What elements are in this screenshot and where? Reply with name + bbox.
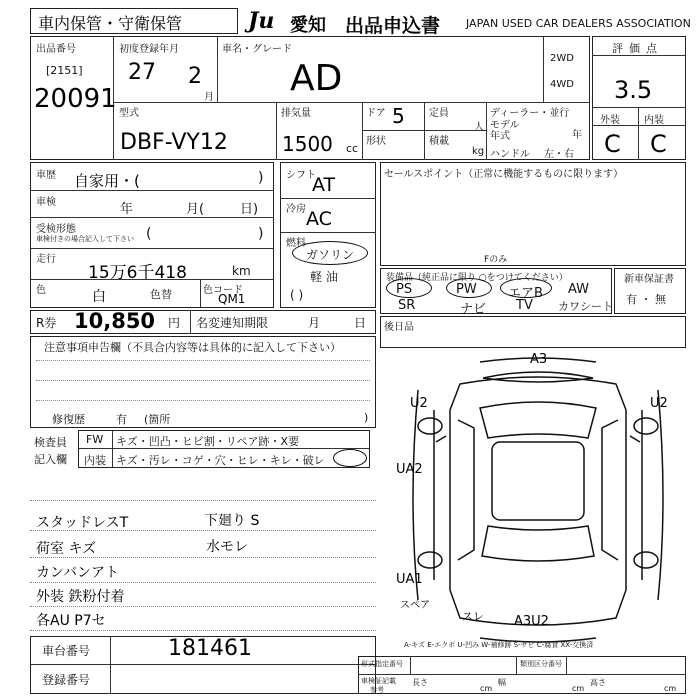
doc-label: 車検証記載 bbox=[361, 677, 396, 685]
month-unit: 月 bbox=[204, 92, 214, 103]
inspector-label-2: 記入欄 bbox=[34, 453, 67, 466]
width-cm: cm bbox=[572, 684, 585, 693]
warranty-opts: 有 ・ 無 bbox=[626, 293, 666, 306]
displacement-value: 1500 bbox=[282, 132, 333, 156]
displacement-unit: cc bbox=[346, 142, 359, 155]
org-name: 愛知 bbox=[290, 15, 326, 36]
shift-label: シフト bbox=[286, 170, 316, 181]
repair-value: 有 bbox=[116, 413, 127, 426]
equip-airbag: エアB bbox=[508, 286, 543, 301]
registration-year: 27 bbox=[128, 60, 156, 85]
note-line-3: カンバンアト bbox=[36, 565, 120, 581]
interior-label: 内装 bbox=[644, 115, 664, 126]
load-unit: kg bbox=[472, 146, 485, 157]
repair-close: ) bbox=[364, 411, 369, 424]
fw-label: FW bbox=[86, 433, 104, 446]
mark-spare: スペア bbox=[400, 600, 430, 611]
model-value: AD bbox=[290, 58, 343, 99]
doors-value: 5 bbox=[392, 104, 405, 128]
note-line-5: 各AU P7セ bbox=[36, 613, 106, 629]
recall-month: 月 bbox=[308, 316, 321, 330]
ps-circle bbox=[386, 278, 432, 298]
association-name: JAPAN USED CAR DEALERS ASSOCIATION bbox=[466, 17, 691, 30]
repair-label: 修復歴 bbox=[52, 413, 85, 426]
lot-number: 20091 bbox=[34, 84, 117, 114]
reg-no-label: 登録番号 bbox=[42, 673, 91, 687]
capacity-label: 定員 bbox=[429, 108, 449, 119]
model-year-label: モデル年式 bbox=[490, 120, 520, 142]
mark-sure: スレ bbox=[462, 610, 484, 623]
color-code: QM1 bbox=[218, 292, 246, 306]
drive-2wd: 2WD bbox=[550, 53, 574, 64]
recycle-fee-label: R券 bbox=[36, 316, 57, 330]
color-change-label: 色替 bbox=[150, 288, 172, 301]
recall-label: 名変連知期限 bbox=[196, 316, 269, 330]
capacity-unit: 人 bbox=[474, 122, 484, 133]
recycle-open: ( bbox=[146, 226, 152, 242]
after-items-label: 後日品 bbox=[384, 322, 414, 333]
lot-label: 出品番号 bbox=[36, 44, 76, 55]
inspection-day: 日) bbox=[240, 202, 259, 217]
mark-left-top: U2 bbox=[410, 396, 428, 411]
damage-legend: A-キズ E-エクボ U-凹み W-補修跡 S-サビ C-腐食 XX-交換済 bbox=[404, 641, 594, 649]
mileage-label: 走行 bbox=[36, 254, 56, 265]
interior-check-label: 内装 bbox=[84, 454, 106, 467]
exterior-label: 外装 bbox=[600, 115, 620, 126]
mark-top: A3 bbox=[530, 352, 548, 367]
repair-loc: (箇所 bbox=[144, 413, 171, 426]
inspection-label: 車検 bbox=[36, 197, 56, 208]
recycle-sub: 車検付きの場合記入して下さい bbox=[36, 235, 134, 243]
ju-logo: Ju bbox=[248, 8, 275, 34]
sales-point-label: セールスポイント（正常に機能するものに限ります） bbox=[384, 169, 624, 180]
interior-grade: C bbox=[650, 130, 667, 158]
width-label: 幅 bbox=[498, 678, 506, 687]
mileage-value: 15万6千418 bbox=[88, 263, 187, 283]
registration-label: 初度登録年月 bbox=[119, 44, 179, 55]
ac-label: 冷房 bbox=[286, 204, 306, 215]
history-value: 自家用・( bbox=[74, 172, 140, 190]
equip-tv: TV bbox=[516, 298, 533, 313]
note-line-1a: スタッドレスT bbox=[36, 515, 129, 531]
length-cm: cm bbox=[480, 684, 493, 693]
model-year-unit: 年 bbox=[572, 130, 582, 141]
height-label: 高さ bbox=[590, 678, 606, 687]
pw-circle bbox=[446, 278, 492, 298]
ref-label: 参考 bbox=[370, 686, 384, 694]
doors-label: ドア bbox=[366, 108, 386, 119]
equip-ps: PS bbox=[396, 282, 413, 297]
mark-left-bottom: UA1 bbox=[396, 572, 423, 587]
mileage-unit: km bbox=[232, 264, 251, 278]
after-items-box bbox=[380, 316, 686, 348]
chassis-value: 181461 bbox=[168, 636, 252, 661]
warranty-label: 新車保証書 bbox=[624, 274, 674, 285]
inspection-month: 月( bbox=[186, 202, 205, 217]
exterior-grade: C bbox=[604, 130, 621, 158]
note-line-2b: 水モレ bbox=[206, 539, 248, 555]
handle-label: ハンドル bbox=[490, 149, 530, 160]
equip-navi: ナビ bbox=[460, 302, 487, 317]
note-line-1b: 下廻り S bbox=[204, 513, 260, 529]
type-label: 型式 bbox=[119, 108, 139, 119]
shift-value: AT bbox=[312, 174, 336, 196]
shape-label: 形状 bbox=[366, 136, 386, 147]
fuel-value: ガソリン bbox=[306, 248, 355, 262]
fw-items: キズ・凹凸・ヒビ割・リペア跡・X要 bbox=[116, 435, 300, 448]
interior-damage-circle bbox=[333, 449, 367, 467]
chassis-label: 車台番号 bbox=[42, 644, 91, 658]
model-label: 車名・グレード bbox=[222, 44, 292, 55]
evaluation-score: 3.5 bbox=[614, 76, 653, 104]
type-approval-label: 形式指定番号 bbox=[361, 660, 403, 668]
notes-label: 注意事項申告欄（不具合内容等は具体的に記入して下さい） bbox=[44, 341, 341, 354]
equip-seat: カワシート bbox=[558, 300, 613, 313]
note-line-4: 外装 鉄粉付着 bbox=[36, 589, 125, 605]
fuel-alt: 軽 油 bbox=[310, 270, 338, 284]
height-cm: cm bbox=[664, 684, 677, 693]
equip-sr: SR bbox=[398, 298, 416, 313]
recall-day: 日 bbox=[354, 316, 367, 330]
color-value: 白 bbox=[92, 289, 106, 305]
mark-bottom: A3U2 bbox=[514, 614, 549, 629]
storage-note: 車内保管・守衛保管 bbox=[38, 14, 183, 33]
type-value: DBF-VY12 bbox=[120, 130, 228, 155]
length-label: 長さ bbox=[412, 678, 428, 687]
fuel-label: 燃料 bbox=[286, 238, 306, 249]
equipment-label: 装備品（純正品に限り ○をつけてください） bbox=[386, 273, 568, 283]
interior-items: キズ・汚レ・コゲ・穴・ヒレ・キレ・破レ bbox=[116, 454, 325, 467]
dealer-label: ディーラー・並行 bbox=[490, 108, 570, 119]
color-code-label: 色コード bbox=[203, 285, 243, 296]
ac-value: AC bbox=[306, 208, 332, 230]
equip-pw: PW bbox=[456, 282, 477, 297]
color-label: 色 bbox=[36, 285, 46, 296]
note-line-2a: 荷室 キズ bbox=[36, 541, 97, 557]
class-label: 類別区分番号 bbox=[520, 660, 562, 668]
mark-left-mid: UA2 bbox=[396, 462, 423, 477]
lot-sub: [2151] bbox=[46, 64, 83, 77]
drive-4wd: 4WD bbox=[550, 79, 574, 90]
inspector-label-1: 検査員 bbox=[34, 436, 67, 449]
equip-aw: AW bbox=[568, 282, 590, 297]
car-damage-diagram bbox=[388, 350, 688, 650]
load-label: 積載 bbox=[429, 136, 449, 147]
fuel-paren: ( ) bbox=[290, 288, 304, 302]
recycle-fee-value: 10,850 bbox=[74, 309, 156, 333]
airbag-circle bbox=[500, 278, 552, 298]
displacement-label: 排気量 bbox=[281, 108, 311, 119]
mark-right-top: U2 bbox=[650, 396, 668, 411]
handle-opts: 左・右 bbox=[544, 149, 574, 160]
history-close: ) bbox=[258, 170, 264, 186]
recycle-close: ) bbox=[258, 226, 264, 242]
evaluation-label: 評価点 bbox=[612, 42, 663, 55]
recycle-fee-unit: 円 bbox=[168, 316, 181, 330]
inspection-year: 年 bbox=[120, 202, 134, 217]
form-title: 出品申込書 bbox=[345, 15, 441, 37]
equipment-note: Fのみ bbox=[484, 255, 508, 265]
history-label: 車歴 bbox=[36, 170, 56, 181]
recycle-label: 受検形態 bbox=[36, 224, 76, 235]
registration-month: 2 bbox=[188, 64, 202, 89]
